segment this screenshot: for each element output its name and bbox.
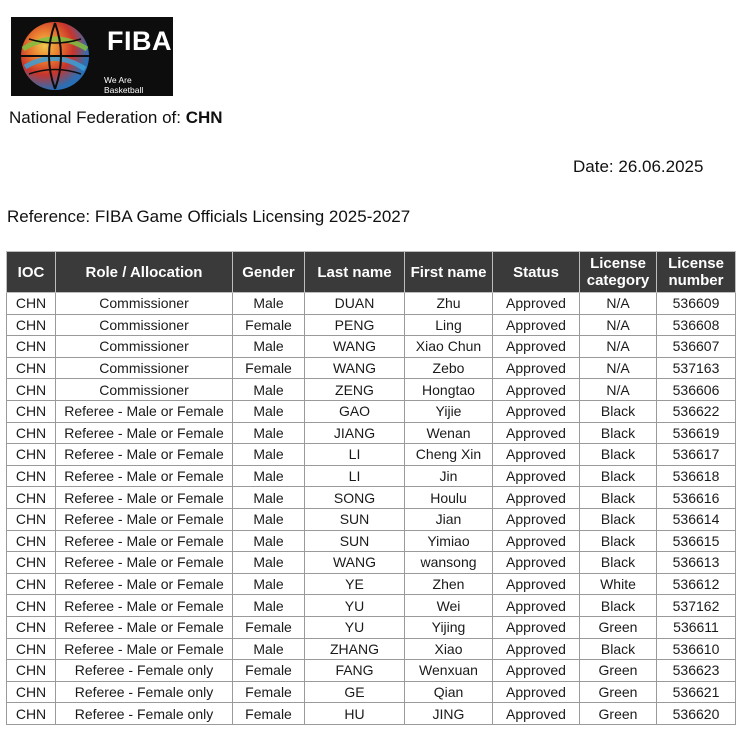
cell-ioc: CHN (7, 660, 56, 682)
table-row (7, 444, 736, 466)
cell-first-name: Yimiao (405, 530, 493, 552)
cell-gender: Male (233, 465, 305, 487)
table-row (7, 703, 736, 725)
cell-first-name: Qian (405, 681, 493, 703)
fiba-tagline: We Are Basketball (104, 75, 144, 95)
cell-license-category: Black (580, 465, 657, 487)
table-row (7, 681, 736, 703)
cell-gender: Male (233, 400, 305, 422)
table-row (7, 336, 736, 358)
cell-status: Approved (493, 573, 580, 595)
cell-license-category: N/A (580, 379, 657, 401)
cell-ioc: CHN (7, 616, 56, 638)
column-header-license-number: License number (657, 252, 736, 293)
cell-license-number: 537162 (657, 595, 736, 617)
cell-first-name: Cheng Xin (405, 444, 493, 466)
cell-license-category: Green (580, 616, 657, 638)
cell-license-number: 536611 (657, 616, 736, 638)
cell-last-name: ZHANG (305, 638, 405, 660)
cell-status: Approved (493, 703, 580, 725)
column-header-role: Role / Allocation (56, 252, 233, 293)
cell-role: Referee - Female only (56, 703, 233, 725)
cell-license-category: N/A (580, 314, 657, 336)
cell-gender: Male (233, 638, 305, 660)
cell-first-name: Xiao Chun (405, 336, 493, 358)
cell-last-name: JIANG (305, 422, 405, 444)
cell-last-name: PENG (305, 314, 405, 336)
cell-license-number: 536609 (657, 293, 736, 315)
cell-license-category: N/A (580, 357, 657, 379)
cell-license-number: 536607 (657, 336, 736, 358)
cell-last-name: WANG (305, 552, 405, 574)
cell-ioc: CHN (7, 552, 56, 574)
cell-role: Referee - Male or Female (56, 573, 233, 595)
cell-ioc: CHN (7, 595, 56, 617)
cell-role: Commissioner (56, 357, 233, 379)
cell-gender: Male (233, 379, 305, 401)
cell-ioc: CHN (7, 357, 56, 379)
cell-role: Referee - Male or Female (56, 487, 233, 509)
cell-last-name: SONG (305, 487, 405, 509)
cell-gender: Female (233, 314, 305, 336)
fiba-wordmark: FIBA (107, 26, 172, 56)
cell-ioc: CHN (7, 508, 56, 530)
cell-last-name: LI (305, 444, 405, 466)
cell-role: Referee - Female only (56, 681, 233, 703)
table-row (7, 508, 736, 530)
table-row (7, 616, 736, 638)
cell-ioc: CHN (7, 400, 56, 422)
cell-status: Approved (493, 638, 580, 660)
cell-license-category: Black (580, 508, 657, 530)
cell-license-category: Green (580, 660, 657, 682)
cell-last-name: GE (305, 681, 405, 703)
cell-first-name: Wenan (405, 422, 493, 444)
cell-gender: Female (233, 357, 305, 379)
cell-gender: Male (233, 422, 305, 444)
cell-license-number: 536606 (657, 379, 736, 401)
cell-first-name: Houlu (405, 487, 493, 509)
cell-gender: Male (233, 573, 305, 595)
cell-gender: Female (233, 703, 305, 725)
cell-license-category: White (580, 573, 657, 595)
cell-first-name: wansong (405, 552, 493, 574)
cell-ioc: CHN (7, 314, 56, 336)
cell-status: Approved (493, 530, 580, 552)
column-header-ioc: IOC (7, 252, 56, 293)
cell-first-name: Jin (405, 465, 493, 487)
cell-license-category: Green (580, 681, 657, 703)
cell-role: Referee - Male or Female (56, 616, 233, 638)
cell-role: Commissioner (56, 314, 233, 336)
table-row (7, 314, 736, 336)
cell-role: Referee - Male or Female (56, 595, 233, 617)
cell-ioc: CHN (7, 336, 56, 358)
cell-ioc: CHN (7, 444, 56, 466)
cell-license-category: Black (580, 422, 657, 444)
cell-first-name: Yijie (405, 400, 493, 422)
cell-first-name: Zhu (405, 293, 493, 315)
cell-status: Approved (493, 400, 580, 422)
cell-ioc: CHN (7, 638, 56, 660)
fiba-logo (11, 17, 173, 96)
cell-role: Referee - Male or Female (56, 508, 233, 530)
table-body (7, 293, 736, 725)
cell-gender: Female (233, 660, 305, 682)
cell-license-number: 536620 (657, 703, 736, 725)
cell-status: Approved (493, 595, 580, 617)
cell-gender: Male (233, 595, 305, 617)
column-header-gender: Gender (233, 252, 305, 293)
cell-license-number: 536610 (657, 638, 736, 660)
cell-status: Approved (493, 487, 580, 509)
table-row (7, 530, 736, 552)
table-header-row (7, 252, 736, 293)
basketball-logo-icon (15, 19, 95, 94)
cell-last-name: SUN (305, 530, 405, 552)
cell-ioc: CHN (7, 703, 56, 725)
cell-first-name: Hongtao (405, 379, 493, 401)
cell-last-name: HU (305, 703, 405, 725)
cell-first-name: Zebo (405, 357, 493, 379)
column-header-last-name: Last name (305, 252, 405, 293)
date-label: Date: (573, 157, 614, 176)
cell-status: Approved (493, 314, 580, 336)
cell-license-number: 536613 (657, 552, 736, 574)
cell-first-name: Wei (405, 595, 493, 617)
cell-ioc: CHN (7, 465, 56, 487)
cell-license-category: Black (580, 400, 657, 422)
reference-line: Reference: FIBA Game Officials Licensing 2025-2027 (7, 207, 411, 226)
cell-license-number: 536612 (657, 573, 736, 595)
cell-last-name: WANG (305, 336, 405, 358)
national-federation (9, 108, 223, 128)
cell-status: Approved (493, 336, 580, 358)
cell-license-category: Black (580, 444, 657, 466)
cell-license-category: Black (580, 487, 657, 509)
cell-license-category: N/A (580, 336, 657, 358)
cell-status: Approved (493, 552, 580, 574)
cell-last-name: SUN (305, 508, 405, 530)
cell-status: Approved (493, 508, 580, 530)
cell-ioc: CHN (7, 681, 56, 703)
cell-first-name: Zhen (405, 573, 493, 595)
document-date (573, 157, 703, 177)
table-row (7, 293, 736, 315)
column-header-first-name: First name (405, 252, 493, 293)
cell-first-name: Wenxuan (405, 660, 493, 682)
column-header-license-category: License category (580, 252, 657, 293)
cell-gender: Male (233, 487, 305, 509)
cell-ioc: CHN (7, 530, 56, 552)
cell-status: Approved (493, 444, 580, 466)
cell-gender: Female (233, 616, 305, 638)
cell-license-number: 536621 (657, 681, 736, 703)
cell-ioc: CHN (7, 422, 56, 444)
licensing-table (6, 251, 736, 725)
table-row (7, 465, 736, 487)
cell-ioc: CHN (7, 379, 56, 401)
cell-license-number: 537163 (657, 357, 736, 379)
cell-ioc: CHN (7, 487, 56, 509)
cell-license-category: Black (580, 595, 657, 617)
cell-license-number: 536618 (657, 465, 736, 487)
table-row (7, 595, 736, 617)
cell-gender: Female (233, 681, 305, 703)
cell-role: Commissioner (56, 293, 233, 315)
cell-status: Approved (493, 422, 580, 444)
cell-gender: Male (233, 293, 305, 315)
date-value: 26.06.2025 (618, 157, 704, 176)
cell-status: Approved (493, 357, 580, 379)
cell-license-number: 536614 (657, 508, 736, 530)
table-row (7, 422, 736, 444)
cell-gender: Male (233, 552, 305, 574)
column-header-status: Status (493, 252, 580, 293)
cell-gender: Male (233, 336, 305, 358)
table-row (7, 552, 736, 574)
cell-license-category: Black (580, 552, 657, 574)
cell-gender: Male (233, 530, 305, 552)
cell-role: Referee - Male or Female (56, 422, 233, 444)
cell-ioc: CHN (7, 573, 56, 595)
table-row (7, 573, 736, 595)
table-row (7, 357, 736, 379)
cell-license-number: 536623 (657, 660, 736, 682)
cell-status: Approved (493, 616, 580, 638)
cell-role: Commissioner (56, 336, 233, 358)
cell-license-category: Black (580, 638, 657, 660)
cell-role: Referee - Male or Female (56, 638, 233, 660)
cell-first-name: Xiao (405, 638, 493, 660)
cell-status: Approved (493, 293, 580, 315)
table-row (7, 487, 736, 509)
cell-role: Referee - Male or Female (56, 530, 233, 552)
cell-first-name: JING (405, 703, 493, 725)
cell-last-name: ZENG (305, 379, 405, 401)
table-row (7, 379, 736, 401)
cell-first-name: Ling (405, 314, 493, 336)
cell-last-name: DUAN (305, 293, 405, 315)
federation-value: CHN (185, 108, 223, 127)
cell-license-category: Green (580, 703, 657, 725)
cell-gender: Male (233, 508, 305, 530)
cell-license-category: Black (580, 530, 657, 552)
cell-status: Approved (493, 465, 580, 487)
cell-status: Approved (493, 660, 580, 682)
cell-first-name: Jian (405, 508, 493, 530)
cell-role: Referee - Male or Female (56, 444, 233, 466)
cell-license-number: 536619 (657, 422, 736, 444)
cell-last-name: YE (305, 573, 405, 595)
cell-role: Referee - Male or Female (56, 400, 233, 422)
table-row (7, 400, 736, 422)
cell-role: Referee - Male or Female (56, 552, 233, 574)
cell-last-name: FANG (305, 660, 405, 682)
cell-role: Referee - Female only (56, 660, 233, 682)
table-row (7, 660, 736, 682)
cell-gender: Male (233, 444, 305, 466)
cell-last-name: LI (305, 465, 405, 487)
cell-license-number: 536617 (657, 444, 736, 466)
federation-label: National Federation of: (9, 108, 181, 127)
cell-status: Approved (493, 681, 580, 703)
cell-role: Referee - Male or Female (56, 465, 233, 487)
table-row (7, 638, 736, 660)
cell-ioc: CHN (7, 293, 56, 315)
cell-last-name: GAO (305, 400, 405, 422)
cell-last-name: WANG (305, 357, 405, 379)
cell-license-category: N/A (580, 293, 657, 315)
cell-license-number: 536608 (657, 314, 736, 336)
cell-license-number: 536622 (657, 400, 736, 422)
cell-last-name: YU (305, 616, 405, 638)
cell-role: Commissioner (56, 379, 233, 401)
cell-license-number: 536616 (657, 487, 736, 509)
cell-last-name: YU (305, 595, 405, 617)
cell-first-name: Yijing (405, 616, 493, 638)
cell-license-number: 536615 (657, 530, 736, 552)
cell-status: Approved (493, 379, 580, 401)
